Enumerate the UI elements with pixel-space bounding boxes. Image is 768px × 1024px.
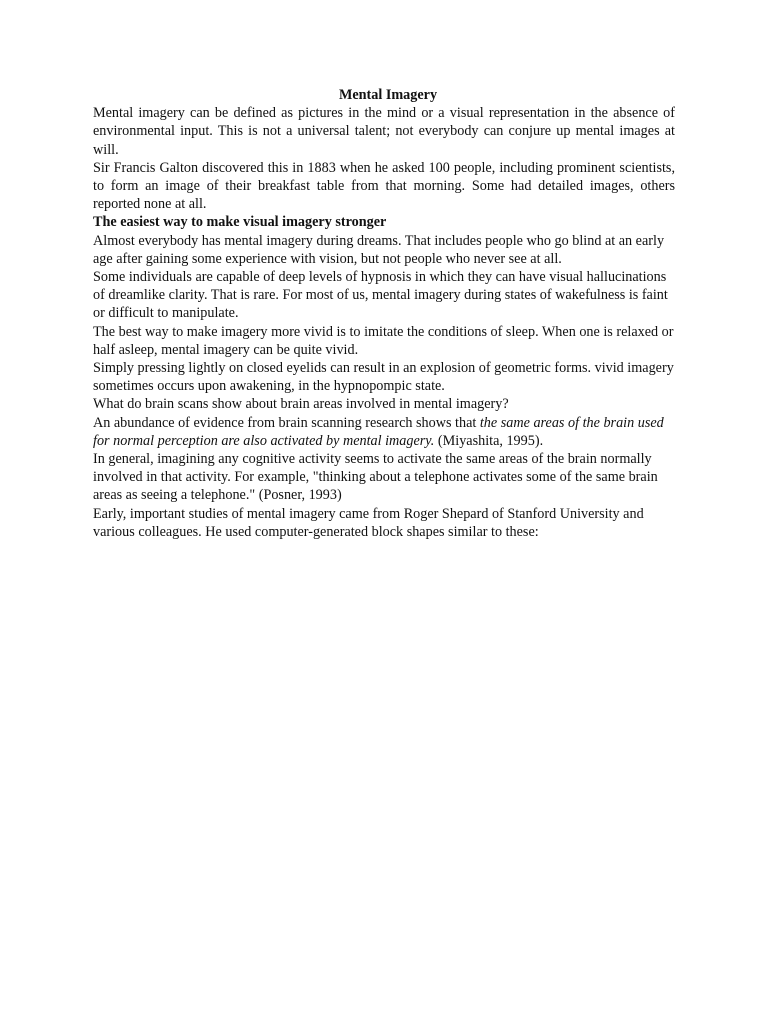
paragraph-eyelids: Simply pressing lightly on closed eyelids can result in an explosion of geometric forms. vivid imagery sometimes occurs upon awakening, in the hypnopompic state.: [93, 360, 674, 395]
evidence-italic-text: the same areas of the brain used for normal perception are also activated by mental imagery.: [93, 414, 664, 449]
paragraph-shepard: Early, important studies of mental imagery came from Roger Shepard of Stanford University and various colleagues. He used computer-generated block shapes similar to these:: [93, 505, 644, 540]
evidence-text-start: An abundance of evidence from brain scanning research shows that: [93, 414, 480, 431]
paragraph-evidence: [93, 414, 675, 450]
paragraph-dreams: Almost everybody has mental imagery during dreams. That includes people who go blind at an early age after gaining some experience with vision, but not people who never see at all.: [93, 232, 665, 267]
document-title: Mental Imagery: [338, 87, 438, 103]
section-heading: The easiest way to make visual imagery stronger: [93, 214, 387, 231]
paragraph-cognitive-activity: In general, imagining any cognitive activity seems to activate the same areas of the brain normally involved in that activity. For example, "thinking about a telephone activates some of the same brain areas as seeing a telephone." (Posner, 1993): [93, 451, 658, 504]
paragraph-definition: Mental imagery can be defined as pictures in the mind or a visual representation in the absence of environmental input. This is not a universal talent; not everybody can conjure up mental images at will.: [93, 105, 675, 158]
document-page: [93, 86, 675, 541]
paragraph-hypnosis: Some individuals are capable of deep levels of hypnosis in which they can have visual hallucinations of dreamlike clarity. That is rare. For most of us, mental imagery during states of wakefulness is faint or difficult to manipulate.: [93, 269, 668, 322]
paragraph-sleep-conditions: The best way to make imagery more vivid is to imitate the conditions of sleep. When one is relaxed or half asleep, mental imagery can be quite vivid.: [93, 323, 674, 358]
paragraph-galton: Sir Francis Galton discovered this in 1883 when he asked 100 people, including prominent scientists, to form an image of their breakfast table from that morning. Some had detailed images, others reported none at all.: [93, 159, 675, 213]
paragraph-brain-scans-question: What do brain scans show about brain areas involved in mental imagery?: [93, 396, 509, 413]
evidence-citation: (Miyashita, 1995).: [434, 432, 544, 449]
